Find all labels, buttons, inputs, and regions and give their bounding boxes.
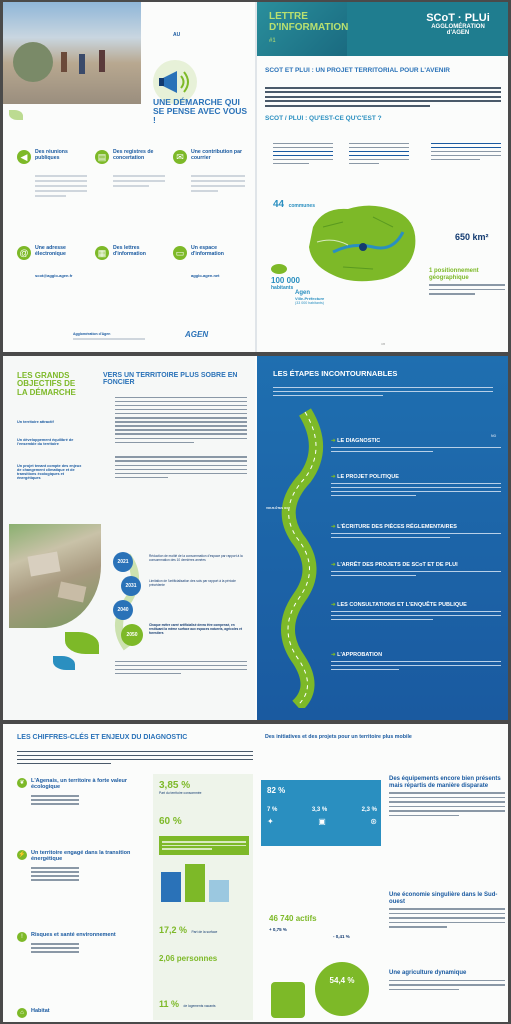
feature-registres: ▤ Des registres de concertation: [95, 150, 167, 161]
stat-green-note: [159, 836, 249, 855]
population-stat: 100 000 habitants: [271, 264, 300, 291]
sober-title: VERS UN TERRITOIRE PLUS SOBRE EN FONCIER: [103, 372, 238, 387]
laptop-icon: ▭: [173, 246, 187, 260]
warning-icon: !: [17, 932, 27, 942]
newsletter-page-3: [3, 724, 508, 1022]
step-2: ➜ LE PROJET POLITIQUE: [331, 474, 501, 499]
forest-stat: 54,4 %: [315, 962, 369, 1016]
communes-stat: 44 communes: [273, 199, 315, 210]
agen-logo: AGEN: [185, 330, 209, 339]
feature-text-3: [191, 172, 245, 212]
left-heading: UNE DÉMARCHE QUI SE PENSE AVEC VOUS !: [153, 97, 247, 125]
letter-number: #1: [269, 38, 276, 44]
area-stat: 650 km²: [455, 232, 489, 242]
feature-lettres: ▦ Des lettres d'information: [95, 246, 167, 257]
stat-60: 60 %: [159, 816, 182, 827]
road-path: [265, 408, 335, 708]
section-economy: Une économie singulière dans le Sud-ouest: [389, 892, 505, 931]
leaf-icon: ❦: [17, 778, 27, 788]
feature-reunions: ◀ Des réunions publiques: [17, 150, 87, 161]
objectives-title: LES GRANDS OBJECTIFS DE LA DÉMARCHE: [17, 371, 76, 397]
newsletter-page-1: [3, 2, 508, 352]
steps-intro: [273, 384, 493, 399]
register-icon: ▤: [95, 150, 109, 164]
step-6: ➜ L'APPROBATION: [331, 652, 501, 673]
landuse-chart: [161, 864, 247, 914]
page3-title: LES CHIFFRES-CLÉS ET ENJEUX DU DIAGNOSTIC: [17, 734, 188, 741]
energy-icon: ⚡: [18, 852, 26, 858]
objectives-list: Un territoire attractif Un développement équilibré de l'ensemble du territoire Un projet tenant compte des enjeux de changement climatique et de transitions écologiques et énergétiques: [17, 420, 82, 480]
you-are-here: VOUS ÊTES ICI: [266, 506, 288, 510]
letter-title: LETTRE D'INFORMATION: [269, 11, 349, 33]
house-icon: ⌂: [17, 1008, 27, 1018]
year-2021: 2021: [113, 552, 133, 572]
year-2050: 2050: [121, 624, 143, 646]
letters-icon: ▦: [95, 246, 109, 260]
sober-footer-text: [115, 658, 247, 677]
feature-text-2: [113, 172, 165, 212]
step-1: ➜ LE DIAGNOSTIC: [331, 438, 501, 455]
au-label: AU: [173, 32, 181, 38]
timeline: 2021 2031 2040 2050 Réduction de moitié de la consommation d'espace par rapport à la consommation des 10 dernières années Limitation de l'artificialisation des sols par rapport à la période précédente Chaque mètre carré artificialisé devra être compensé, en restituant la même surface aux espaces naturels, agricoles et forestiers: [107, 552, 247, 652]
stat-vacancy: 11 % de logements vacants: [159, 999, 216, 1009]
mobility-title: Des initiatives et des projets pour un territoire plus mobile: [265, 734, 412, 740]
street-photo: [3, 2, 141, 104]
year-2031: 2031: [121, 576, 141, 596]
page3-intro: [17, 748, 253, 767]
intro-text: [265, 84, 501, 109]
def-col-1: [273, 140, 333, 167]
city-info: Agen Ville-Préfecture (33 000 habitants): [295, 290, 325, 305]
year-2040: 2040: [113, 600, 133, 620]
bike-icon: ⊛: [370, 817, 377, 826]
mobility-stats: 82 % 7 % 3,3 % 2,3 % ✦ ▣ ⊛: [267, 786, 377, 826]
feature-courrier: ✉ Une contribution par courrier: [173, 150, 251, 161]
people-icon: [271, 264, 287, 274]
brand-logo: SCoT · PLUi AGGLOMÉRATION d'AGEN: [426, 12, 490, 36]
step-4: ➜ L'ARRÊT DES PROJETS DE SCoT ET DE PLUI: [331, 562, 501, 579]
page-marker: UB: [381, 342, 386, 346]
no-label: NO: [491, 434, 497, 438]
section-equipment: Des équipements encore bien présents mais répartis de manière disparate: [389, 776, 505, 819]
actifs-stat: 46 740 actifs + 0,75 %: [269, 914, 317, 932]
feature-espace: ▭ Un espace d'information agglo-agen.net: [173, 246, 251, 278]
bus-icon: ▣: [318, 817, 326, 826]
walk-icon: ✦: [267, 817, 274, 826]
footer-address: Agglomération d'Agen: [73, 332, 163, 340]
feature-text-1: [35, 172, 87, 232]
website-link[interactable]: agglo-agen.net: [191, 273, 220, 279]
megaphone-icon: ◀: [17, 150, 31, 164]
stat-surface: 17,2 % Part de la surface: [159, 925, 218, 935]
main-heading: SCOT ET PLUI : UN PROJET TERRITORIAL POUR L'AVENIR: [265, 67, 451, 74]
stat-consumption: 3,85 % Part du territoire consommée: [159, 780, 202, 795]
section-risks: ! Risques et santé environnement: [17, 932, 137, 955]
geo-position: 1 positionnement géographique: [429, 268, 505, 298]
def-col-3: [431, 140, 501, 163]
newsletter-page-2: [3, 356, 508, 720]
envelope-icon: ✉: [173, 150, 187, 164]
stat-persons: 2,06 personnes: [159, 954, 218, 963]
step-5: ➜ LES CONSULTATIONS ET L'ENQUÊTE PUBLIQUE: [331, 602, 501, 623]
email-address[interactable]: scot@agglo-agen.fr: [35, 273, 73, 279]
feature-email: @ Une adresse électronique scot@agglo-agen.fr: [17, 246, 89, 278]
section-ecology: ❦ L'Agenais, un territoire à forte valeur écologique: [17, 778, 137, 807]
section-agriculture: Une agriculture dynamique: [389, 970, 505, 993]
office-badge: [271, 982, 305, 1018]
section-habitat: ⌂ Habitat: [17, 1008, 137, 1014]
section-energy: ⚡ Un territoire engagé dans la transition énergétique: [17, 850, 137, 883]
territory-map: [303, 197, 423, 287]
sober-text: [115, 394, 247, 481]
section-title: SCOT / PLUI : QU'EST-CE QU'C'EST ?: [265, 115, 382, 122]
def-col-2: [349, 140, 409, 167]
steps-title: LES ÉTAPES INCONTOURNABLES: [273, 369, 398, 378]
actifs-decline: - 0,41 %: [333, 934, 350, 939]
at-icon: @: [17, 246, 31, 260]
step-3: ➜ L'ÉCRITURE DES PIÈCES RÉGLEMENTAIRES: [331, 524, 501, 541]
